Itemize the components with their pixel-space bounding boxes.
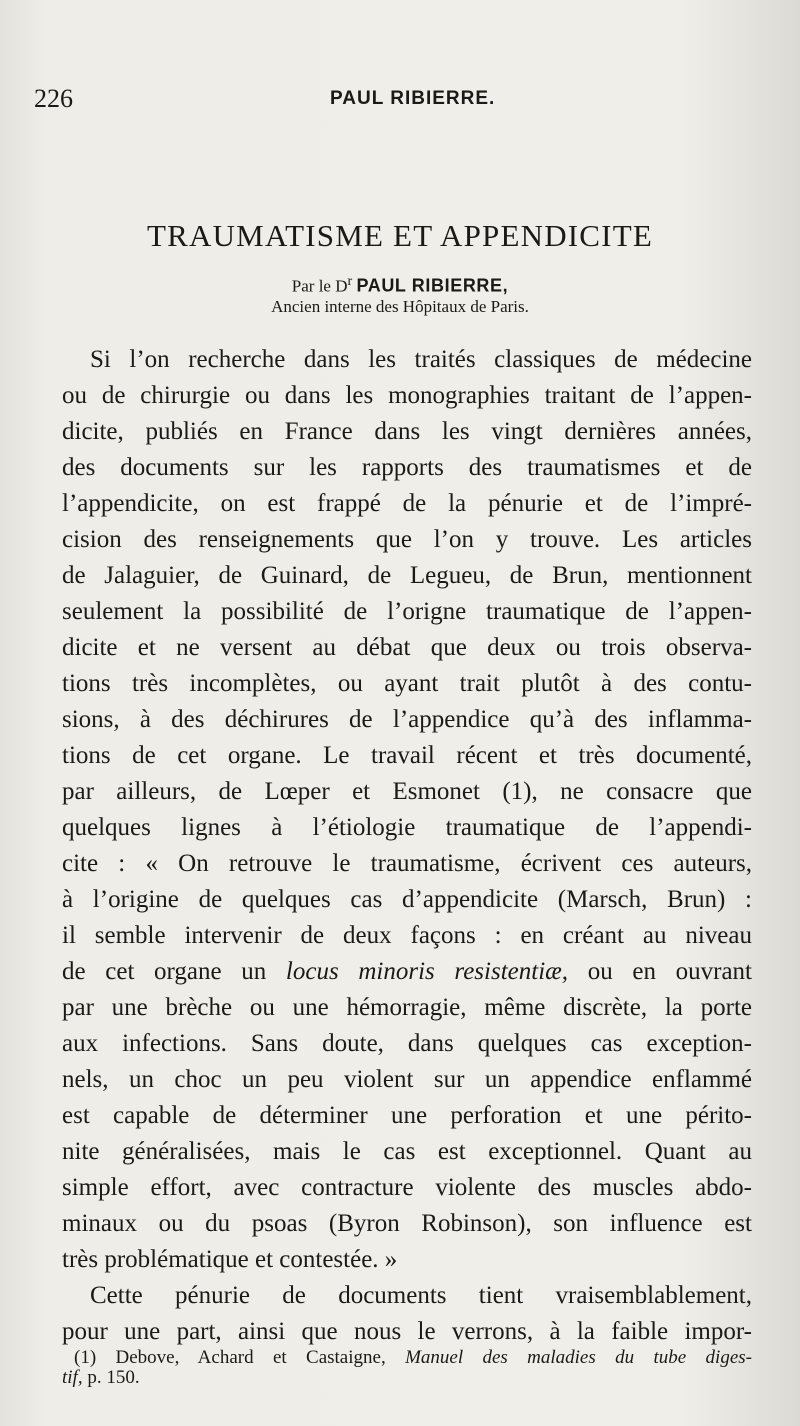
body-line: seulement la possibilité de l’origne traumatique de l’appen- [62, 598, 752, 625]
body-line: cite : « On retrouve le traumatisme, écrivent ces auteurs, [62, 850, 752, 877]
body-line: par une brèche ou une hémorragie, même discrète, la porte [62, 994, 752, 1021]
body-text [62, 342, 752, 1350]
body-line: ou de chirurgie ou dans les monographies traitant de l’appen- [62, 382, 752, 409]
footnote-italic-title: Manuel des maladies du tube diges- [405, 1347, 752, 1368]
body-line: très problématique et contestée. » [62, 1246, 398, 1273]
body-line: tions de cet organe. Le travail récent et très documenté, [62, 742, 752, 769]
body-text-run: de cet organe un [62, 958, 286, 985]
article-title: TRAUMATISME ET APPENDICITE [147, 218, 653, 253]
body-line: par ailleurs, de Lœper et Esmonet (1), ne consacre que [62, 778, 752, 805]
byline-sup: r [347, 273, 353, 289]
body-line: aux infections. Sans doute, dans quelques cas exception- [62, 1030, 752, 1057]
footnote-text: (1) Debove, Achard et Castaigne, [74, 1347, 406, 1368]
body-line: quelques lignes à l’étiologie traumatique de l’appendi- [62, 814, 752, 841]
body-line: l’appendicite, on est frappé de la pénurie et de l’impré- [62, 490, 752, 517]
footnote-line [62, 1348, 752, 1368]
body-line: simple effort, avec contracture violente des muscles abdo- [62, 1174, 752, 1201]
footnote-line [62, 1368, 752, 1388]
body-line: dicite, publiés en France dans les vingt dernières années, [62, 418, 752, 445]
running-title: PAUL RIBIERRE. [330, 88, 496, 109]
body-line: nels, un choc un peu violent sur un appendice enflammé [62, 1066, 752, 1093]
body-line: des documents sur les rapports des traumatismes et de [62, 454, 752, 481]
page-number: 226 [34, 84, 73, 113]
running-head [34, 84, 740, 118]
body-line: cision des renseignements que l’on y trouve. Les articles [62, 526, 752, 553]
byline [0, 271, 800, 317]
body-line: Si l’on recherche dans les traités classiques de médecine [90, 346, 752, 373]
body-line: sions, à des déchirures de l’appendice qu’à des inflamma- [62, 706, 752, 733]
body-line: minaux ou du psoas (Byron Robinson), son influence est [62, 1210, 752, 1237]
body-line: à l’origine de quelques cas d’appendicite (Marsch, Brun) : [62, 886, 752, 913]
body-line: est capable de déterminer une perforation et une périto- [62, 1102, 752, 1129]
byline-prefix: Par le D [291, 276, 348, 296]
body-line: nite généralisées, mais le cas est exceptionnel. Quant au [62, 1138, 752, 1165]
footnote-italic-title: tif, [62, 1367, 83, 1388]
body-line: il semble intervenir de deux façons : en créant au niveau [62, 922, 752, 949]
body-text-run: ou en ouvrant [568, 958, 752, 985]
body-line: dicite et ne versent au débat que deux ou trois observa- [62, 634, 752, 661]
author-name: PAUL RIBIERRE, [356, 275, 509, 296]
body-line: de Jalaguier, de Guinard, de Legueu, de Brun, mentionnent [62, 562, 752, 589]
footnote-text: p. 150. [82, 1367, 140, 1388]
footnote [62, 1348, 752, 1388]
body-line: pour une part, ainsi que nous le verrons, à la faible impor- [62, 1318, 752, 1345]
body-line-with-italic [62, 954, 752, 990]
body-line: Cette pénurie de documents tient vraisemblablement, [90, 1282, 752, 1309]
author-affiliation: Ancien interne des Hôpitaux de Paris. [271, 296, 529, 316]
body-line: tions très incomplètes, ou ayant trait plutôt à des contu- [62, 670, 752, 697]
italic-latin-phrase: locus minoris resistentiæ, [285, 958, 569, 985]
